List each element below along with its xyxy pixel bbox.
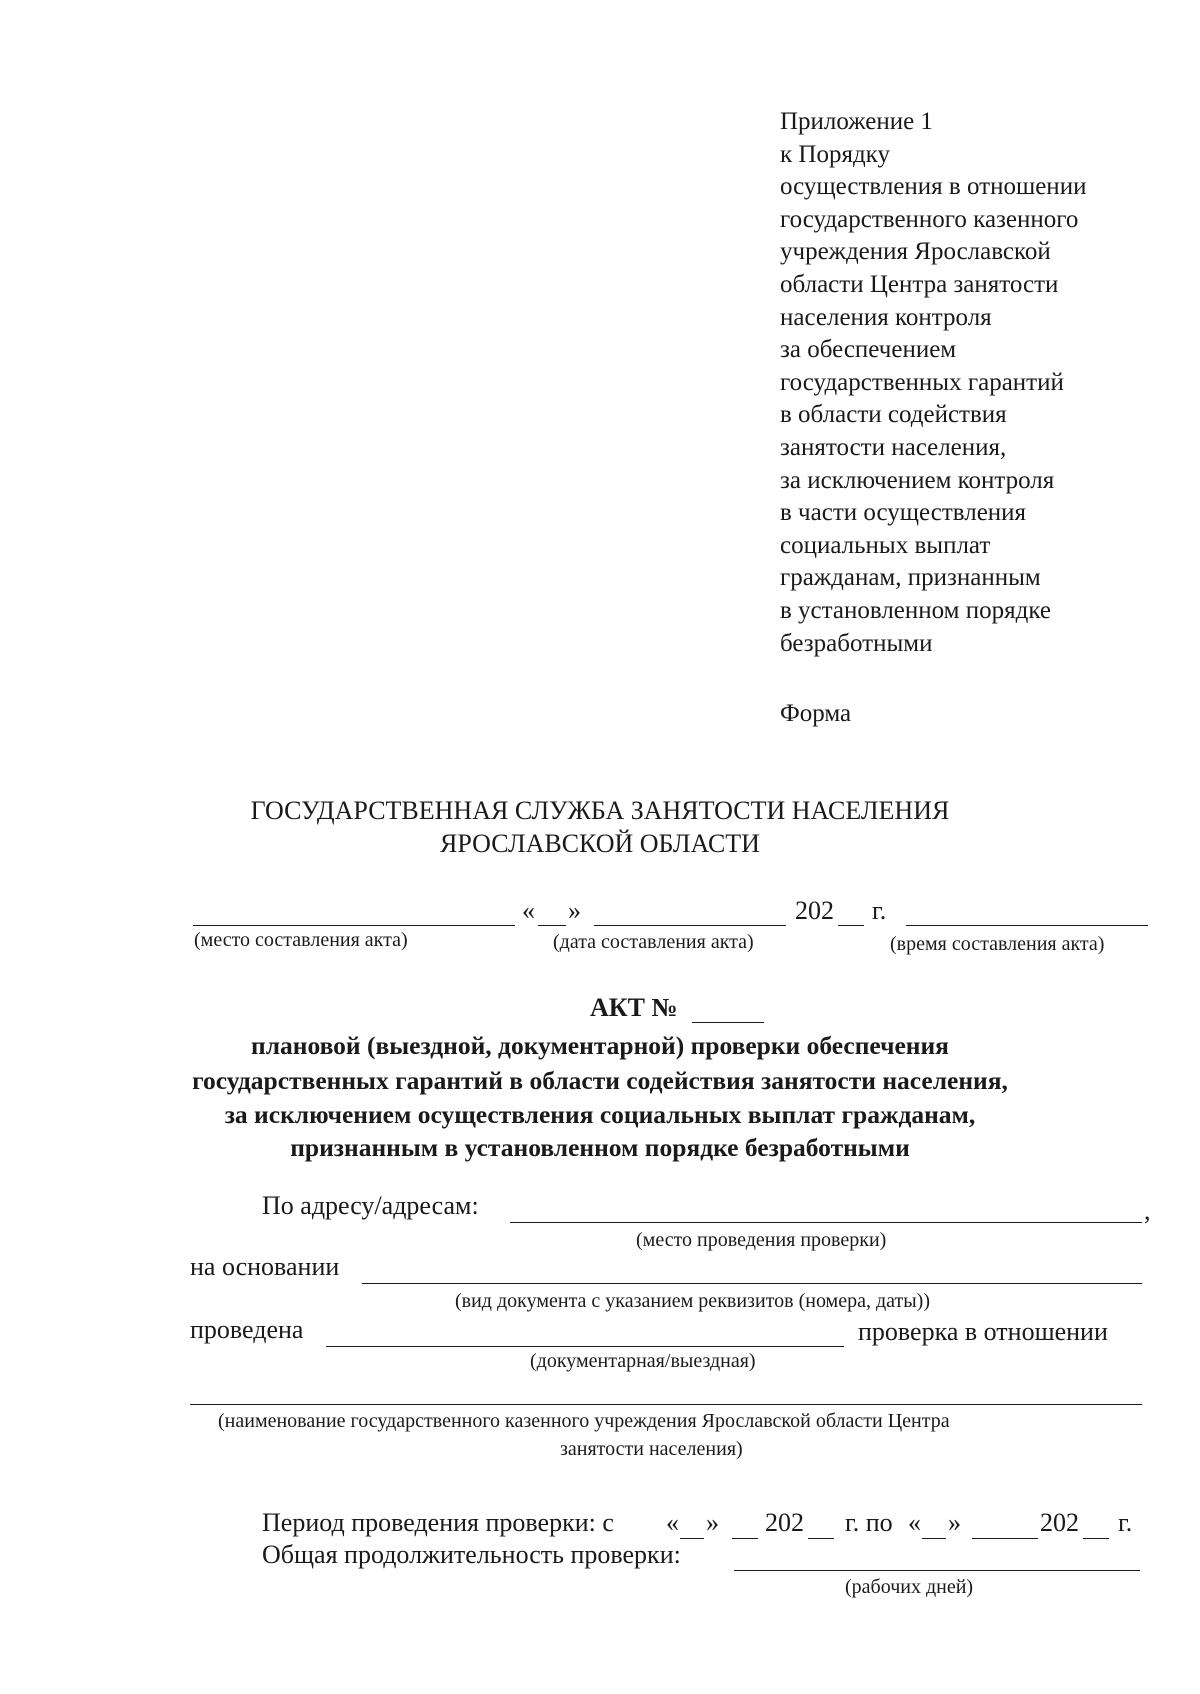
org-heading-line2: ЯРОСЛАВСКОЙ ОБЛАСТИ xyxy=(440,829,760,858)
appendix-line: социальных выплат xyxy=(780,531,991,559)
period-end-year: 202 xyxy=(1040,1508,1079,1537)
appendix-line: области Центра занятости xyxy=(780,270,1059,298)
conducted-label: проведена xyxy=(190,1315,304,1344)
period-start-month-line[interactable] xyxy=(732,1538,758,1539)
date-year-suffix: г. xyxy=(872,896,887,925)
time-caption: (время составления акта) xyxy=(890,933,1105,955)
period-end-year-line[interactable] xyxy=(1083,1538,1109,1539)
period-end-quote-close: » xyxy=(948,1508,961,1537)
form-label: Форма xyxy=(780,700,852,727)
act-title-line4: признанным в установленном порядке безработными xyxy=(290,1133,910,1162)
org-heading-line1: ГОСУДАРСТВЕННАЯ СЛУЖБА ЗАНЯТОСТИ НАСЕЛЕНИЯ xyxy=(250,796,950,825)
basis-line[interactable] xyxy=(362,1283,1142,1284)
appendix-line: в области содействия xyxy=(780,401,1007,429)
appendix-line: безработными xyxy=(780,629,933,657)
period-end-year-suffix: г. xyxy=(1118,1508,1133,1537)
appendix-line: в установленном порядке xyxy=(780,596,1051,624)
date-year-line[interactable] xyxy=(838,925,864,926)
appendix-line: населения контроля xyxy=(780,303,992,331)
date-caption: (дата составления акта) xyxy=(553,931,754,953)
appendix-line: государственного казенного xyxy=(780,205,1079,233)
date-quote-open: « xyxy=(522,896,535,925)
act-title-line1: плановой (выездной, документарной) проверки обеспечения xyxy=(251,1031,949,1060)
act-number-line[interactable] xyxy=(692,1022,764,1023)
appendix-block xyxy=(780,106,1086,660)
period-end-month-line[interactable] xyxy=(972,1538,1038,1539)
appendix-line: к Порядку xyxy=(780,140,890,168)
act-title-line3: за исключением осуществления социальных выплат гражданам, xyxy=(224,1100,976,1129)
basis-caption: (вид документа с указанием реквизитов (номера, даты)) xyxy=(455,1290,930,1312)
date-quote-close: » xyxy=(568,896,581,925)
institution-caption-line1: (наименование государственного казенного учреждения Ярославской области Центра xyxy=(218,1410,950,1432)
date-year: 202 xyxy=(795,896,834,925)
institution-caption-line2: занятости населения) xyxy=(560,1438,743,1460)
institution-line[interactable] xyxy=(190,1404,1142,1405)
basis-label: на основании xyxy=(190,1252,340,1281)
conducted-suffix: проверка в отношении xyxy=(858,1317,1108,1346)
appendix-line: в части осуществления xyxy=(780,499,1027,527)
appendix-line: учреждения Ярославской xyxy=(780,238,1051,266)
appendix-line: государственных гарантий xyxy=(780,368,1064,396)
period-start-year-line[interactable] xyxy=(808,1538,834,1539)
appendix-line: занятости населения, xyxy=(780,433,1007,461)
address-caption: (место проведения проверки) xyxy=(636,1229,887,1251)
place-caption: (место составления акта) xyxy=(194,929,408,951)
appendix-line: осуществления в отношении xyxy=(780,173,1087,201)
period-start-day-line[interactable] xyxy=(680,1538,704,1539)
date-day-line[interactable] xyxy=(538,925,566,926)
address-line[interactable] xyxy=(510,1222,1142,1223)
address-comma: , xyxy=(1144,1196,1151,1225)
act-title-line2: государственных гарантий в области содействия занятости населения, xyxy=(192,1066,1008,1095)
period-start-year: 202 xyxy=(765,1508,804,1537)
place-line[interactable] xyxy=(193,925,515,926)
duration-caption: (рабочих дней) xyxy=(845,1576,974,1598)
appendix-line: за обеспечением xyxy=(780,336,957,364)
period-end-quote-open: « xyxy=(908,1508,921,1537)
time-line[interactable] xyxy=(906,925,1148,926)
address-label: По адресу/адресам: xyxy=(262,1191,479,1220)
conducted-caption: (документарная/выездная) xyxy=(530,1350,756,1372)
duration-line[interactable] xyxy=(734,1570,1140,1571)
period-label: Период проведения проверки: с xyxy=(262,1508,614,1537)
appendix-line: Приложение 1 xyxy=(780,108,933,135)
period-start-quote-close: » xyxy=(706,1508,719,1537)
duration-label: Общая продолжительность проверки: xyxy=(262,1540,681,1569)
appendix-line: за исключением контроля xyxy=(780,466,1055,494)
period-start-quote-open: « xyxy=(666,1508,679,1537)
act-number-label: АКТ № xyxy=(590,993,678,1022)
period-end-day-line[interactable] xyxy=(922,1538,946,1539)
conducted-line[interactable] xyxy=(326,1346,844,1347)
appendix-line: гражданам, признанным xyxy=(780,564,1041,592)
date-month-line[interactable] xyxy=(594,925,786,926)
period-by-label: г. по xyxy=(845,1508,893,1537)
